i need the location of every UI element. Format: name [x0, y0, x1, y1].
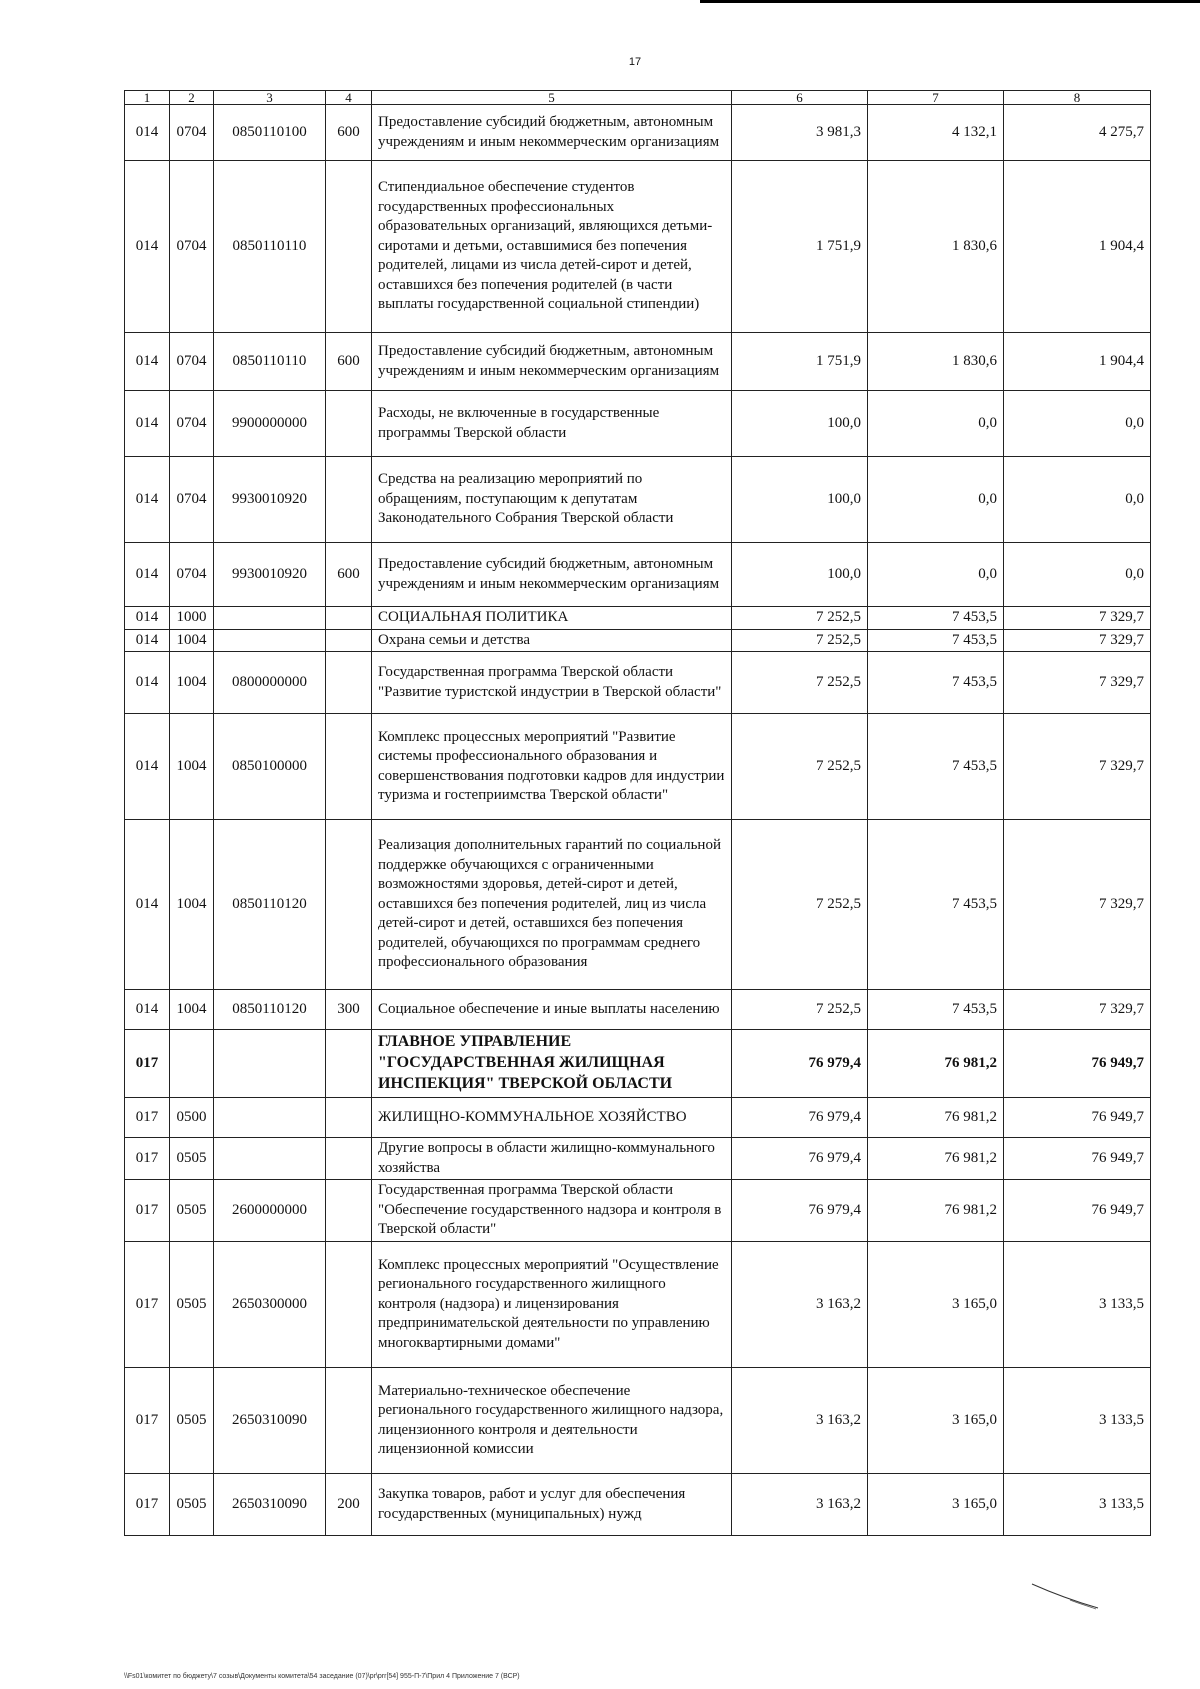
cell-value-year1: 7 252,5 — [732, 652, 868, 714]
cell-value-year2: 7 453,5 — [868, 629, 1004, 652]
cell-expense-type: 200 — [326, 1474, 372, 1536]
cell-expense-type — [326, 607, 372, 630]
cell-admin-code: 014 — [125, 457, 170, 543]
cell-admin-code: 014 — [125, 333, 170, 391]
header-row — [125, 91, 1151, 105]
cell-description: Закупка товаров, работ и услуг для обеспечения государственных (муниципальных) нужд — [372, 1474, 732, 1536]
table-row — [125, 1242, 1151, 1368]
cell-value-year2: 7 453,5 — [868, 652, 1004, 714]
col-header: 8 — [1004, 91, 1151, 105]
cell-value-year1: 3 163,2 — [732, 1474, 868, 1536]
cell-value-year2: 1 830,6 — [868, 333, 1004, 391]
cell-value-year1: 1 751,9 — [732, 161, 868, 333]
table-row — [125, 1138, 1151, 1180]
cell-value-year2: 76 981,2 — [868, 1180, 1004, 1242]
cell-admin-code: 017 — [125, 1180, 170, 1242]
cell-target-code: 0850100000 — [214, 714, 326, 820]
cell-value-year3: 3 133,5 — [1004, 1368, 1151, 1474]
cell-admin-code: 014 — [125, 652, 170, 714]
col-header: 2 — [170, 91, 214, 105]
cell-target-code: 0800000000 — [214, 652, 326, 714]
cell-target-code: 0850110120 — [214, 820, 326, 990]
table-row — [125, 1098, 1151, 1138]
col-header: 1 — [125, 91, 170, 105]
cell-value-year3: 7 329,7 — [1004, 714, 1151, 820]
cell-value-year1: 7 252,5 — [732, 820, 868, 990]
cell-admin-code: 014 — [125, 391, 170, 457]
table-row — [125, 1030, 1151, 1098]
cell-description: Материально-техническое обеспечение регионального государственного жилищного надзора, лицензионного контроля и деятельности лицензионной комиссии — [372, 1368, 732, 1474]
table-row — [125, 161, 1151, 333]
table-row — [125, 1368, 1151, 1474]
table-row — [125, 714, 1151, 820]
cell-expense-type — [326, 1242, 372, 1368]
cell-target-code: 9900000000 — [214, 391, 326, 457]
cell-admin-code: 014 — [125, 105, 170, 161]
cell-expense-type — [326, 1098, 372, 1138]
cell-description: Предоставление субсидий бюджетным, автономным учреждениям и иным некоммерческим организациям — [372, 333, 732, 391]
cell-value-year1: 3 981,3 — [732, 105, 868, 161]
cell-description: Государственная программа Тверской области "Обеспечение государственного надзора и контроля в Тверской области" — [372, 1180, 732, 1242]
cell-value-year1: 7 252,5 — [732, 990, 868, 1030]
footer-file-path: \\Fs01\комитет по бюджету\7 созыв\Документы комитета\54 заседание (07)\pr\prr[54] 955-П-7\Прил 4 Приложение 7 (ВСР) — [124, 1673, 520, 1680]
cell-value-year2: 3 165,0 — [868, 1242, 1004, 1368]
table-row — [125, 333, 1151, 391]
cell-target-code: 9930010920 — [214, 543, 326, 607]
cell-expense-type: 600 — [326, 105, 372, 161]
cell-section-code: 0505 — [170, 1242, 214, 1368]
cell-value-year1: 3 163,2 — [732, 1368, 868, 1474]
cell-value-year3: 7 329,7 — [1004, 607, 1151, 630]
cell-value-year2: 4 132,1 — [868, 105, 1004, 161]
table-row — [125, 629, 1151, 652]
cell-expense-type — [326, 1180, 372, 1242]
cell-description: ЖИЛИЩНО-КОММУНАЛЬНОЕ ХОЗЯЙСТВО — [372, 1098, 732, 1138]
cell-section-code: 0704 — [170, 543, 214, 607]
scan-edge-line — [700, 0, 1200, 3]
cell-target-code: 0850110120 — [214, 990, 326, 1030]
col-header: 4 — [326, 91, 372, 105]
cell-value-year2: 76 981,2 — [868, 1030, 1004, 1098]
cell-admin-code: 014 — [125, 714, 170, 820]
cell-section-code: 1004 — [170, 990, 214, 1030]
cell-target-code: 2600000000 — [214, 1180, 326, 1242]
cell-expense-type — [326, 391, 372, 457]
cell-admin-code: 014 — [125, 629, 170, 652]
cell-section-code: 1004 — [170, 629, 214, 652]
cell-value-year1: 76 979,4 — [732, 1098, 868, 1138]
cell-admin-code: 017 — [125, 1030, 170, 1098]
cell-value-year2: 3 165,0 — [868, 1474, 1004, 1536]
cell-section-code: 0704 — [170, 457, 214, 543]
cell-value-year1: 100,0 — [732, 457, 868, 543]
cell-description: Средства на реализацию мероприятий по обращениям, поступающим к депутатам Законодательного Собрания Тверской области — [372, 457, 732, 543]
cell-value-year1: 100,0 — [732, 543, 868, 607]
cell-value-year3: 76 949,7 — [1004, 1138, 1151, 1180]
cell-target-code: 2650310090 — [214, 1474, 326, 1536]
col-header: 3 — [214, 91, 326, 105]
cell-admin-code: 014 — [125, 607, 170, 630]
cell-value-year2: 7 453,5 — [868, 820, 1004, 990]
cell-description: Предоставление субсидий бюджетным, автономным учреждениям и иным некоммерческим организациям — [372, 543, 732, 607]
cell-value-year3: 0,0 — [1004, 543, 1151, 607]
cell-description: Стипендиальное обеспечение студентов государственных профессиональных образовательных организаций, являющихся детьми-сиротами и детьми, оставшимися без попечения родителей, лицами из числа детей-сирот и детей, оставшихся без попечения родителей (в части выплаты государственной социальной стипендии) — [372, 161, 732, 333]
col-header: 7 — [868, 91, 1004, 105]
cell-value-year3: 76 949,7 — [1004, 1030, 1151, 1098]
cell-target-code: 2650310090 — [214, 1368, 326, 1474]
cell-value-year2: 0,0 — [868, 457, 1004, 543]
cell-admin-code: 014 — [125, 990, 170, 1030]
cell-expense-type: 600 — [326, 543, 372, 607]
cell-value-year2: 3 165,0 — [868, 1368, 1004, 1474]
cell-value-year3: 3 133,5 — [1004, 1242, 1151, 1368]
col-header: 5 — [372, 91, 732, 105]
table-row — [125, 1474, 1151, 1536]
cell-target-code — [214, 1030, 326, 1098]
cell-target-code — [214, 629, 326, 652]
pen-stroke-mark — [1030, 1580, 1100, 1610]
cell-description: Расходы, не включенные в государственные программы Тверской области — [372, 391, 732, 457]
cell-expense-type — [326, 161, 372, 333]
table-row — [125, 105, 1151, 161]
cell-value-year3: 1 904,4 — [1004, 333, 1151, 391]
cell-section-code: 0505 — [170, 1474, 214, 1536]
cell-description: СОЦИАЛЬНАЯ ПОЛИТИКА — [372, 607, 732, 630]
cell-value-year1: 76 979,4 — [732, 1180, 868, 1242]
cell-value-year2: 0,0 — [868, 543, 1004, 607]
cell-value-year2: 76 981,2 — [868, 1098, 1004, 1138]
cell-section-code: 1000 — [170, 607, 214, 630]
cell-target-code: 0850110110 — [214, 161, 326, 333]
cell-expense-type: 600 — [326, 333, 372, 391]
cell-section-code: 0704 — [170, 391, 214, 457]
table-row — [125, 457, 1151, 543]
cell-value-year1: 3 163,2 — [732, 1242, 868, 1368]
cell-section-code: 0704 — [170, 161, 214, 333]
cell-target-code: 9930010920 — [214, 457, 326, 543]
table-row — [125, 1180, 1151, 1242]
cell-value-year3: 4 275,7 — [1004, 105, 1151, 161]
cell-value-year1: 7 252,5 — [732, 607, 868, 630]
table-row — [125, 990, 1151, 1030]
cell-value-year2: 7 453,5 — [868, 607, 1004, 630]
cell-expense-type — [326, 629, 372, 652]
cell-value-year3: 0,0 — [1004, 457, 1151, 543]
cell-section-code: 0505 — [170, 1138, 214, 1180]
cell-value-year3: 7 329,7 — [1004, 629, 1151, 652]
table-row — [125, 607, 1151, 630]
page-number: 17 — [628, 56, 642, 68]
cell-expense-type — [326, 714, 372, 820]
cell-value-year3: 0,0 — [1004, 391, 1151, 457]
table-row — [125, 652, 1151, 714]
cell-expense-type — [326, 652, 372, 714]
cell-target-code — [214, 1138, 326, 1180]
cell-expense-type — [326, 1138, 372, 1180]
cell-section-code: 0704 — [170, 333, 214, 391]
cell-section-code: 1004 — [170, 714, 214, 820]
cell-value-year3: 76 949,7 — [1004, 1180, 1151, 1242]
cell-description: Предоставление субсидий бюджетным, автономным учреждениям и иным некоммерческим организациям — [372, 105, 732, 161]
cell-expense-type — [326, 820, 372, 990]
cell-target-code: 0850110100 — [214, 105, 326, 161]
cell-value-year3: 3 133,5 — [1004, 1474, 1151, 1536]
cell-section-code: 0505 — [170, 1180, 214, 1242]
table-row — [125, 543, 1151, 607]
cell-section-code: 0704 — [170, 105, 214, 161]
cell-admin-code: 017 — [125, 1138, 170, 1180]
cell-admin-code: 017 — [125, 1368, 170, 1474]
cell-value-year3: 7 329,7 — [1004, 652, 1151, 714]
cell-admin-code: 014 — [125, 161, 170, 333]
cell-section-code — [170, 1030, 214, 1098]
cell-value-year3: 7 329,7 — [1004, 990, 1151, 1030]
col-header: 6 — [732, 91, 868, 105]
cell-description: Другие вопросы в области жилищно-коммунального хозяйства — [372, 1138, 732, 1180]
cell-value-year2: 7 453,5 — [868, 990, 1004, 1030]
cell-target-code: 0850110110 — [214, 333, 326, 391]
cell-value-year1: 76 979,4 — [732, 1138, 868, 1180]
cell-description: Охрана семьи и детства — [372, 629, 732, 652]
cell-value-year2: 0,0 — [868, 391, 1004, 457]
cell-admin-code: 017 — [125, 1098, 170, 1138]
cell-expense-type — [326, 1030, 372, 1098]
cell-value-year1: 7 252,5 — [732, 714, 868, 820]
cell-value-year1: 76 979,4 — [732, 1030, 868, 1098]
table-body — [125, 105, 1151, 1536]
table-row — [125, 820, 1151, 990]
cell-value-year2: 76 981,2 — [868, 1138, 1004, 1180]
cell-value-year3: 76 949,7 — [1004, 1098, 1151, 1138]
cell-value-year2: 1 830,6 — [868, 161, 1004, 333]
cell-target-code: 2650300000 — [214, 1242, 326, 1368]
cell-expense-type: 300 — [326, 990, 372, 1030]
cell-value-year3: 7 329,7 — [1004, 820, 1151, 990]
cell-value-year3: 1 904,4 — [1004, 161, 1151, 333]
cell-value-year1: 1 751,9 — [732, 333, 868, 391]
cell-description: Государственная программа Тверской области "Развитие туристской индустрии в Тверской области" — [372, 652, 732, 714]
table-row — [125, 391, 1151, 457]
cell-value-year1: 100,0 — [732, 391, 868, 457]
cell-description: Комплекс процессных мероприятий "Развитие системы профессионального образования и совершенствования подготовки кадров для индустрии туризма и гостеприимства Тверской области" — [372, 714, 732, 820]
cell-description: ГЛАВНОЕ УПРАВЛЕНИЕ "ГОСУДАРСТВЕННАЯ ЖИЛИЩНАЯ ИНСПЕКЦИЯ" ТВЕРСКОЙ ОБЛАСТИ — [372, 1030, 732, 1098]
cell-section-code: 1004 — [170, 820, 214, 990]
cell-section-code: 0505 — [170, 1368, 214, 1474]
cell-admin-code: 014 — [125, 543, 170, 607]
cell-description: Социальное обеспечение и иные выплаты населению — [372, 990, 732, 1030]
cell-description: Комплекс процессных мероприятий "Осуществление регионального государственного жилищного контроля (надзора) и лицензирования предпринимательской деятельности по управлению многоквартирными домами" — [372, 1242, 732, 1368]
cell-admin-code: 017 — [125, 1242, 170, 1368]
cell-section-code: 1004 — [170, 652, 214, 714]
cell-expense-type — [326, 1368, 372, 1474]
cell-target-code — [214, 607, 326, 630]
cell-target-code — [214, 1098, 326, 1138]
cell-value-year1: 7 252,5 — [732, 629, 868, 652]
budget-table — [124, 90, 1151, 1536]
cell-admin-code: 017 — [125, 1474, 170, 1536]
cell-value-year2: 7 453,5 — [868, 714, 1004, 820]
cell-description: Реализация дополнительных гарантий по социальной поддержке обучающихся с ограниченными возможностями здоровья, детей-сирот и детей, оставшихся без попечения родителей, лиц из числа детей-сирот и детей, оставшихся без попечения родителей, обучающихся по программам среднего профессионального образования — [372, 820, 732, 990]
cell-expense-type — [326, 457, 372, 543]
cell-admin-code: 014 — [125, 820, 170, 990]
cell-section-code: 0500 — [170, 1098, 214, 1138]
